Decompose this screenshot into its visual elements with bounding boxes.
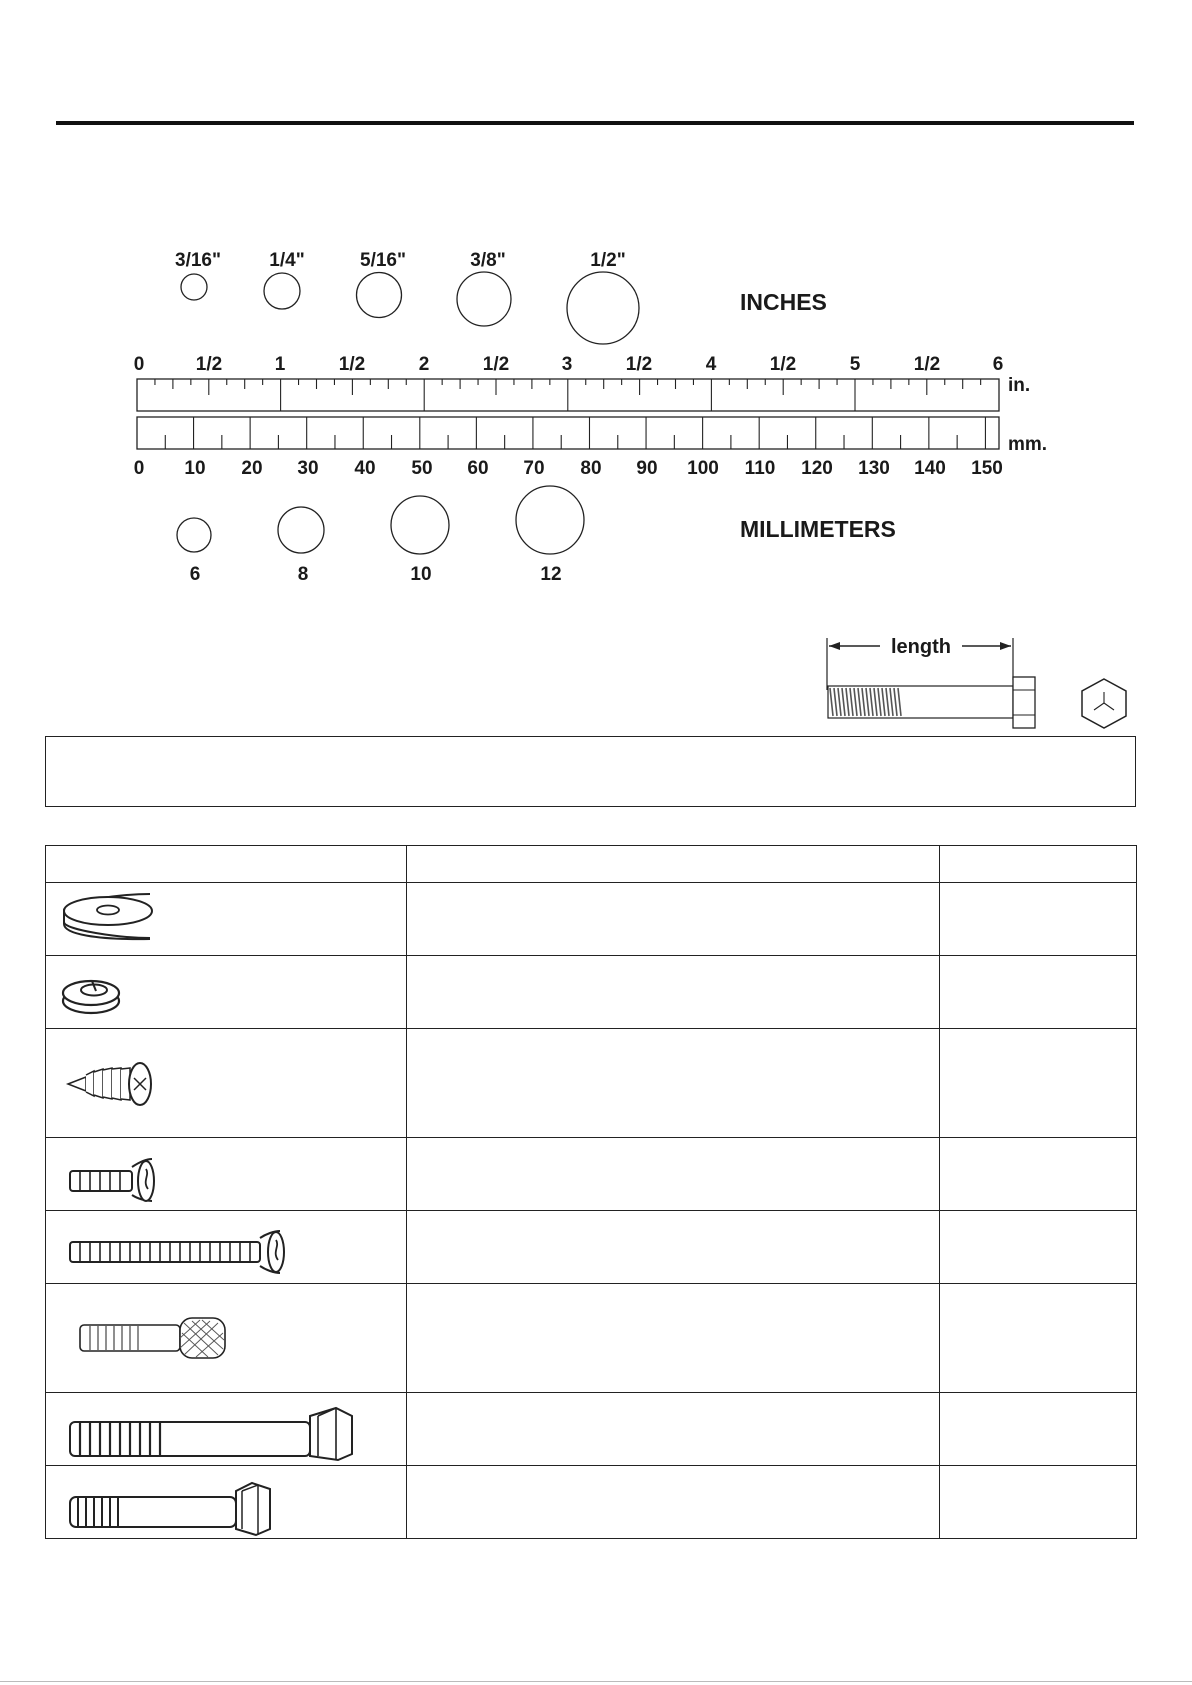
table-row <box>46 883 1137 956</box>
table-row <box>46 1138 1137 1211</box>
inch-label-3: 3 <box>561 354 573 375</box>
image-cell <box>46 1138 407 1211</box>
image-cell <box>46 1029 407 1138</box>
table-row <box>46 1393 1137 1466</box>
mm-label-0: 0 <box>133 458 145 479</box>
image-cell <box>46 1211 407 1284</box>
hole-circle-3-16 <box>181 274 207 300</box>
description-cell <box>407 1466 940 1539</box>
description-cell <box>407 956 940 1029</box>
inch-label-1-5: 1/2 <box>338 354 366 375</box>
lock-washer-icon <box>46 957 406 1028</box>
inch-label-4-5: 1/2 <box>769 354 797 375</box>
mm-label-60: 60 <box>467 458 489 479</box>
mm-label-140: 140 <box>914 458 946 479</box>
mm-label-120: 120 <box>801 458 833 479</box>
hole-label-5-16: 5/16" <box>360 250 406 271</box>
bolt-length-diagram <box>820 630 1140 735</box>
self-tapping-screw-icon <box>46 1030 406 1137</box>
header-cell-image <box>46 846 407 883</box>
image-cell <box>46 1466 407 1539</box>
mm-scale-labels <box>134 458 1003 479</box>
hole-circle-1-4 <box>264 273 300 309</box>
hole-circle-10mm <box>391 496 449 554</box>
hole-label-3-8: 3/8" <box>470 250 506 271</box>
hole-label-1-2: 1/2" <box>590 250 626 271</box>
quantity-cell <box>940 956 1137 1029</box>
table-row <box>46 1029 1137 1138</box>
table-row <box>46 1466 1137 1539</box>
inch-label-0: 0 <box>133 354 145 375</box>
inch-label-6: 6 <box>992 354 1004 375</box>
hex-head-icon <box>1082 679 1126 728</box>
long-machine-screw-icon <box>46 1212 406 1283</box>
hole-label-8mm: 8 <box>297 564 309 585</box>
quantity-cell <box>940 1211 1137 1284</box>
description-cell <box>407 1138 940 1211</box>
inch-label-2-5: 1/2 <box>482 354 510 375</box>
mm-ruler-ticks <box>165 417 985 449</box>
hardware-table <box>45 845 1137 1539</box>
inch-scale-labels <box>134 354 1004 375</box>
quantity-cell <box>940 1466 1137 1539</box>
mm-label-130: 130 <box>858 458 890 479</box>
quantity-cell <box>940 1029 1137 1138</box>
mm-label-50: 50 <box>411 458 433 479</box>
mm-label-10: 10 <box>184 458 206 479</box>
mm-label-100: 100 <box>687 458 719 479</box>
mm-label-40: 40 <box>354 458 376 479</box>
description-cell <box>407 1211 940 1284</box>
millimeters-heading: MILLIMETERS <box>740 516 896 542</box>
mm-label-80: 80 <box>580 458 602 479</box>
hole-circle-3-8 <box>457 272 511 326</box>
image-cell <box>46 1284 407 1393</box>
mm-label-30: 30 <box>297 458 319 479</box>
inch-label-5-5: 1/2 <box>913 354 941 375</box>
inch-label-3-5: 1/2 <box>625 354 653 375</box>
mm-unit: mm. <box>1008 434 1048 455</box>
inch-label-0-5: 1/2 <box>195 354 223 375</box>
hole-label-1-4: 1/4" <box>269 250 305 271</box>
flat-washer-icon <box>46 884 406 955</box>
description-cell <box>407 1029 940 1138</box>
header-cell-quantity <box>940 846 1137 883</box>
hole-label-6mm: 6 <box>189 564 201 585</box>
inch-label-1: 1 <box>274 354 286 375</box>
mm-label-110: 110 <box>744 458 776 479</box>
image-cell <box>46 956 407 1029</box>
hole-label-10mm: 10 <box>410 564 432 585</box>
table-header-row <box>46 846 1137 883</box>
quantity-cell <box>940 883 1137 956</box>
hole-circle-8mm <box>278 507 324 553</box>
hardware-size-gauge <box>0 230 1192 610</box>
mm-label-150: 150 <box>971 458 1003 479</box>
inch-ruler-ticks <box>155 379 981 411</box>
quantity-cell <box>940 1284 1137 1393</box>
inch-label-5: 5 <box>849 354 861 375</box>
header-cell-description <box>407 846 940 883</box>
note-box <box>45 736 1136 807</box>
mm-label-70: 70 <box>523 458 545 479</box>
image-cell <box>46 883 407 956</box>
hole-circle-5-16 <box>357 273 402 318</box>
table-row <box>46 956 1137 1029</box>
description-cell <box>407 1393 940 1466</box>
hole-circle-1-2 <box>567 272 639 344</box>
inch-label-4: 4 <box>705 354 717 375</box>
hex-bolt-icon <box>828 677 1035 728</box>
length-label: length <box>891 636 951 658</box>
hole-label-3-16: 3/16" <box>175 250 221 271</box>
image-cell <box>46 1393 407 1466</box>
description-cell <box>407 883 940 956</box>
quantity-cell <box>940 1138 1137 1211</box>
hole-label-12mm: 12 <box>540 564 562 585</box>
quantity-cell <box>940 1393 1137 1466</box>
long-hex-bolt-icon <box>46 1394 406 1465</box>
thumb-screw-icon <box>46 1285 406 1392</box>
inch-unit: in. <box>1008 375 1031 396</box>
description-cell <box>407 1284 940 1393</box>
short-hex-bolt-icon <box>46 1467 406 1538</box>
top-rule <box>56 121 1134 125</box>
footer-rule <box>0 1681 1192 1682</box>
table-row <box>46 1284 1137 1393</box>
table-row <box>46 1211 1137 1284</box>
short-machine-screw-icon <box>46 1139 406 1210</box>
inches-heading: INCHES <box>740 289 827 315</box>
hole-circle-12mm <box>516 486 584 554</box>
inch-label-2: 2 <box>418 354 430 375</box>
mm-label-20: 20 <box>241 458 263 479</box>
mm-label-90: 90 <box>636 458 658 479</box>
hole-circle-6mm <box>177 518 211 552</box>
mm-ruler-bar <box>137 417 999 449</box>
